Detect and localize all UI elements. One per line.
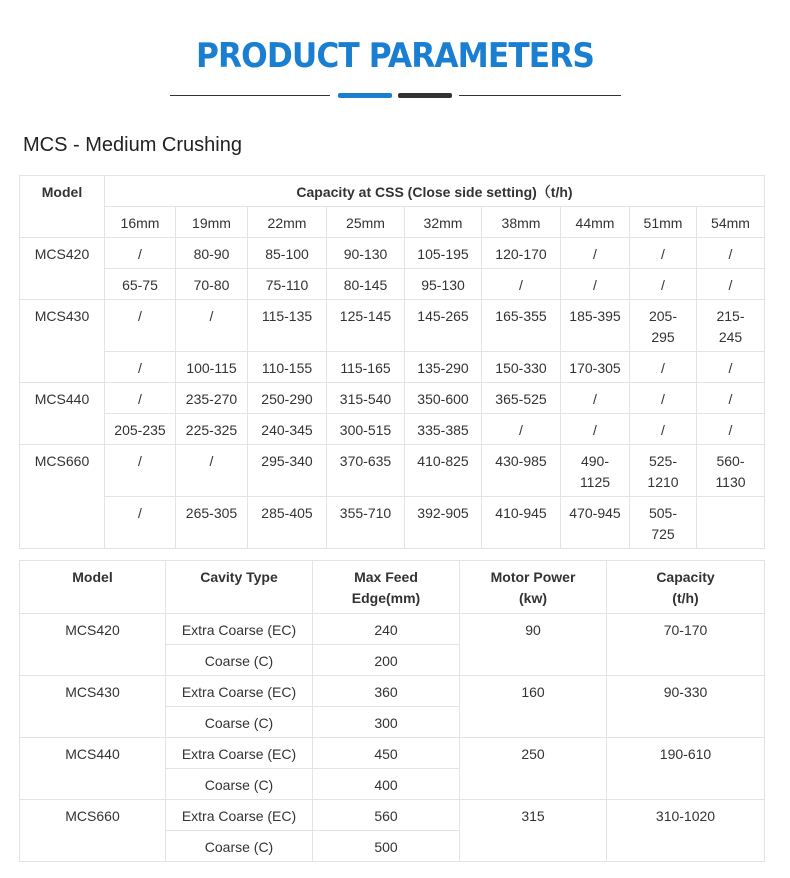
capacity-cell: 205- 295 xyxy=(630,300,697,352)
heading-divider-right xyxy=(459,95,621,96)
capacity-cell: 240-345 xyxy=(248,414,327,445)
capacity-cell: 470-945 xyxy=(561,497,630,549)
max-feed: 240 xyxy=(313,614,460,645)
size-header: 51mm xyxy=(630,207,697,238)
model-name: MCS420 xyxy=(20,238,105,300)
capacity-cell: / xyxy=(697,238,765,269)
capacity-cell: / xyxy=(630,269,697,300)
capacity-cell: 350-600 xyxy=(405,383,482,414)
size-header: 54mm xyxy=(697,207,765,238)
capacity-cell xyxy=(697,497,765,549)
table-row xyxy=(20,676,765,707)
table-row xyxy=(20,352,765,383)
capacity-cell: / xyxy=(630,238,697,269)
capacity-cell: 225-325 xyxy=(176,414,248,445)
capacity-cell: 335-385 xyxy=(405,414,482,445)
capacity-cell: 370-635 xyxy=(327,445,405,497)
header-model: Model xyxy=(20,176,105,238)
capacity-cell: / xyxy=(630,352,697,383)
cavity-type: Extra Coarse (EC) xyxy=(166,676,313,707)
capacity-cell: / xyxy=(105,445,176,497)
capacity-cell: 410-825 xyxy=(405,445,482,497)
capacity-cell: 115-165 xyxy=(327,352,405,383)
model-name: MCS440 xyxy=(20,738,166,800)
capacity-cell: / xyxy=(630,414,697,445)
capacity-cell: 115-135 xyxy=(248,300,327,352)
capacity-cell: / xyxy=(176,300,248,352)
capacity-table xyxy=(19,175,765,549)
table-row xyxy=(20,238,765,269)
capacity-cell: 105-195 xyxy=(405,238,482,269)
table-row xyxy=(20,383,765,414)
size-header: 22mm xyxy=(248,207,327,238)
model-name: MCS660 xyxy=(20,800,166,862)
capacity-cell: / xyxy=(630,383,697,414)
size-header: 38mm xyxy=(482,207,561,238)
capacity-cell: / xyxy=(561,238,630,269)
spec-table xyxy=(19,560,765,862)
capacity-cell: 215- 245 xyxy=(697,300,765,352)
table-row xyxy=(20,497,765,549)
size-header: 32mm xyxy=(405,207,482,238)
capacity-cell: 300-515 xyxy=(327,414,405,445)
capacity-cell: 365-525 xyxy=(482,383,561,414)
capacity-cell: / xyxy=(105,383,176,414)
cavity-type: Coarse (C) xyxy=(166,707,313,738)
capacity-cell: 65-75 xyxy=(105,269,176,300)
capacity-value: 310-1020 xyxy=(607,800,765,862)
capacity-cell: / xyxy=(561,414,630,445)
capacity-value: 90-330 xyxy=(607,676,765,738)
max-feed: 450 xyxy=(313,738,460,769)
capacity-cell: / xyxy=(561,383,630,414)
table-row xyxy=(20,800,765,831)
capacity-cell: 295-340 xyxy=(248,445,327,497)
capacity-cell: 185-395 xyxy=(561,300,630,352)
capacity-cell: / xyxy=(105,300,176,352)
capacity-cell: / xyxy=(482,269,561,300)
capacity-cell: 315-540 xyxy=(327,383,405,414)
cavity-type: Coarse (C) xyxy=(166,831,313,862)
max-feed: 400 xyxy=(313,769,460,800)
size-header: 16mm xyxy=(105,207,176,238)
model-name: MCS420 xyxy=(20,614,166,676)
spec-header: Cavity Type xyxy=(166,561,313,614)
capacity-cell: 80-90 xyxy=(176,238,248,269)
capacity-cell: / xyxy=(482,414,561,445)
capacity-cell: 150-330 xyxy=(482,352,561,383)
table-row xyxy=(20,269,765,300)
capacity-cell: / xyxy=(105,352,176,383)
capacity-cell: 80-145 xyxy=(327,269,405,300)
capacity-cell: 165-355 xyxy=(482,300,561,352)
capacity-cell: 110-155 xyxy=(248,352,327,383)
capacity-cell: 85-100 xyxy=(248,238,327,269)
capacity-cell: / xyxy=(105,238,176,269)
table-row xyxy=(20,414,765,445)
capacity-value: 190-610 xyxy=(607,738,765,800)
capacity-cell: 490- 1125 xyxy=(561,445,630,497)
capacity-cell: 135-290 xyxy=(405,352,482,383)
capacity-cell: 145-265 xyxy=(405,300,482,352)
model-name: MCS660 xyxy=(20,445,105,549)
spec-header: Model xyxy=(20,561,166,614)
capacity-cell: 392-905 xyxy=(405,497,482,549)
max-feed: 360 xyxy=(313,676,460,707)
capacity-cell: / xyxy=(697,383,765,414)
capacity-cell: 355-710 xyxy=(327,497,405,549)
capacity-cell: 505- 725 xyxy=(630,497,697,549)
capacity-cell: 125-145 xyxy=(327,300,405,352)
heading-accent-bar-dark xyxy=(398,93,452,98)
capacity-cell: / xyxy=(697,352,765,383)
max-feed: 500 xyxy=(313,831,460,862)
page-heading: PRODUCT PARAMETERS xyxy=(196,36,594,76)
table-row xyxy=(20,614,765,645)
max-feed: 200 xyxy=(313,645,460,676)
capacity-cell: / xyxy=(697,414,765,445)
motor-power: 315 xyxy=(460,800,607,862)
table-row xyxy=(20,445,765,497)
capacity-cell: 250-290 xyxy=(248,383,327,414)
capacity-value: 70-170 xyxy=(607,614,765,676)
heading-divider-left xyxy=(170,95,330,96)
capacity-cell: / xyxy=(105,497,176,549)
capacity-cell: / xyxy=(697,269,765,300)
spec-header: Capacity (t/h) xyxy=(607,561,765,614)
capacity-cell: 205-235 xyxy=(105,414,176,445)
capacity-cell: 90-130 xyxy=(327,238,405,269)
cavity-type: Extra Coarse (EC) xyxy=(166,738,313,769)
size-header: 19mm xyxy=(176,207,248,238)
size-header: 44mm xyxy=(561,207,630,238)
capacity-cell: / xyxy=(561,269,630,300)
cavity-type: Coarse (C) xyxy=(166,645,313,676)
heading-accent-bar-blue xyxy=(338,93,392,98)
capacity-cell: 410-945 xyxy=(482,497,561,549)
capacity-cell: 70-80 xyxy=(176,269,248,300)
header-capacity: Capacity at CSS (Close side setting)（t/h) xyxy=(105,176,765,207)
capacity-cell: 560- 1130 xyxy=(697,445,765,497)
size-header: 25mm xyxy=(327,207,405,238)
cavity-type: Extra Coarse (EC) xyxy=(166,614,313,645)
motor-power: 250 xyxy=(460,738,607,800)
section-title: MCS - Medium Crushing xyxy=(23,134,242,156)
capacity-cell: 235-270 xyxy=(176,383,248,414)
capacity-cell: 100-115 xyxy=(176,352,248,383)
spec-header: Max Feed Edge(mm) xyxy=(313,561,460,614)
capacity-cell: 95-130 xyxy=(405,269,482,300)
max-feed: 560 xyxy=(313,800,460,831)
capacity-cell: 120-170 xyxy=(482,238,561,269)
capacity-cell: 285-405 xyxy=(248,497,327,549)
capacity-cell: 170-305 xyxy=(561,352,630,383)
table-row xyxy=(20,738,765,769)
table-row xyxy=(20,300,765,352)
max-feed: 300 xyxy=(313,707,460,738)
capacity-cell: / xyxy=(176,445,248,497)
model-name: MCS430 xyxy=(20,300,105,383)
model-name: MCS440 xyxy=(20,383,105,445)
capacity-cell: 75-110 xyxy=(248,269,327,300)
capacity-cell: 430-985 xyxy=(482,445,561,497)
model-name: MCS430 xyxy=(20,676,166,738)
motor-power: 90 xyxy=(460,614,607,676)
cavity-type: Extra Coarse (EC) xyxy=(166,800,313,831)
motor-power: 160 xyxy=(460,676,607,738)
spec-header: Motor Power (kw) xyxy=(460,561,607,614)
capacity-cell: 525- 1210 xyxy=(630,445,697,497)
capacity-cell: 265-305 xyxy=(176,497,248,549)
cavity-type: Coarse (C) xyxy=(166,769,313,800)
